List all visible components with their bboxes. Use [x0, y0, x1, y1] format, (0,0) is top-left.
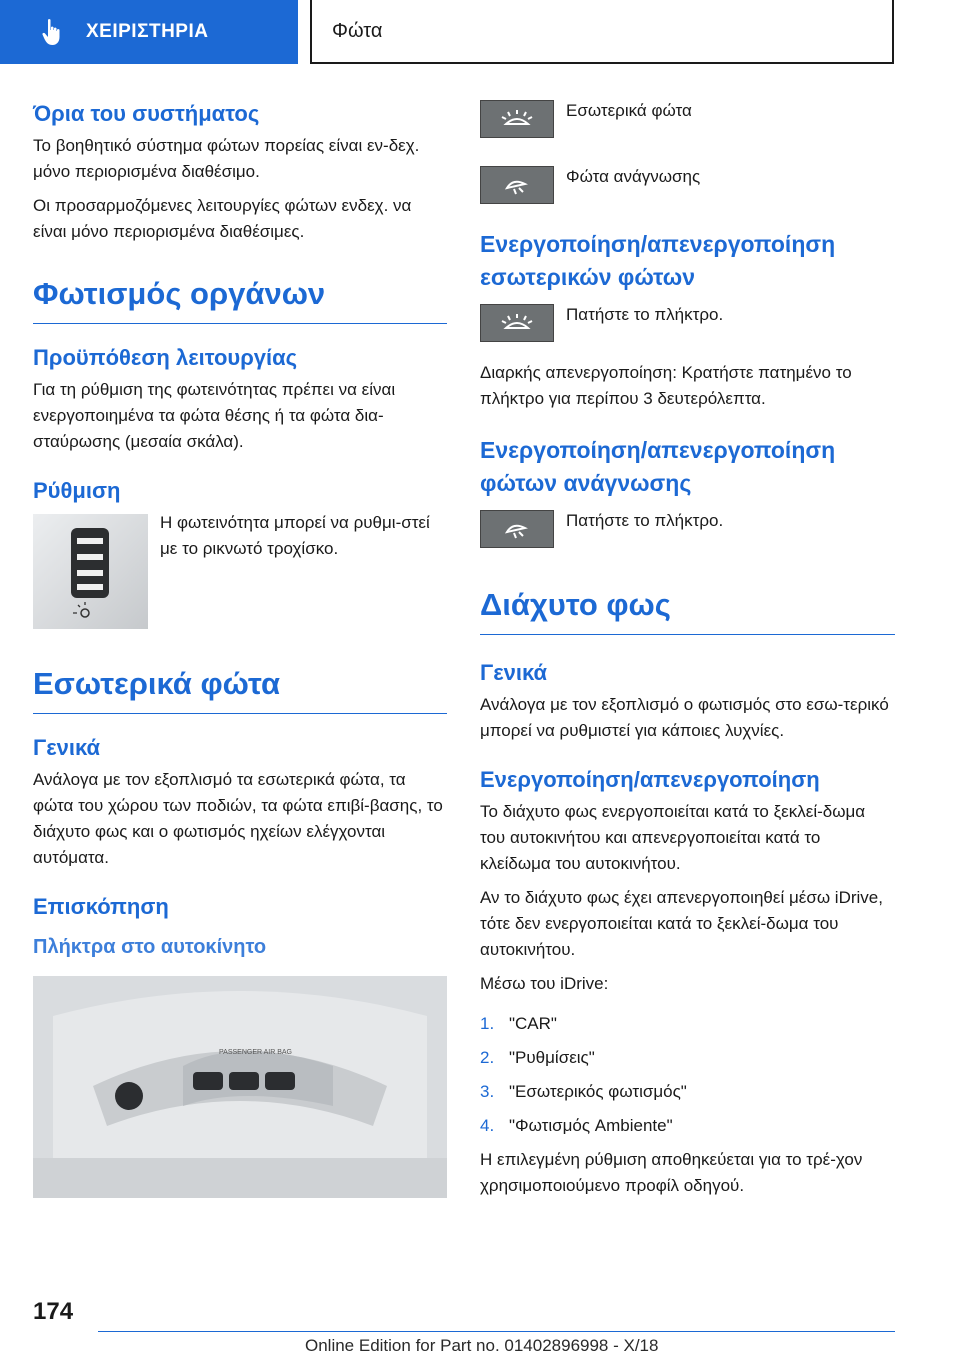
adjust-row — [33, 514, 447, 629]
list-item: 4. "Φωτισμός Ambiente" — [480, 1116, 673, 1135]
overhead-console-image — [33, 976, 447, 1198]
list-item: 1. "CAR" — [480, 1014, 557, 1033]
list-item: 3. "Εσωτερικός φωτισμός" — [480, 1082, 687, 1101]
left-column — [33, 100, 447, 1198]
limits-text-2: Οι προσαρμοζόμενες λειτουργίες φώτων ενδεχ. να είναι μόνο περιορισμένα διαθέσιμες. — [33, 196, 412, 241]
thumbwheel-image — [33, 514, 148, 629]
interior-light-icon — [497, 312, 537, 334]
page-number: 174 — [33, 1298, 74, 1325]
reading-light-button[interactable] — [480, 166, 554, 204]
ambient-light-heading: Διάχυτο φως — [480, 586, 895, 635]
idrive-steps — [480, 1011, 895, 1139]
saved-profile-text: Η επιλεγμένη ρύθμιση αποθηκεύεται για το τρέ-χον χρησιμοποιούμενο προφίλ οδηγού. — [480, 1150, 863, 1195]
chapter-title: Φώτα — [310, 0, 894, 64]
interior-general-text: Ανάλογα με τον εξοπλισμό τα εσωτερικά φώτα, τα φώτα του χώρου των ποδιών, τα φώτα επιβί-βασης, το διάχυτο φως και ο φωτισμός ηχείων ελέγχονται αυτόματα. — [33, 770, 443, 867]
ambient-general-heading: Γενικά — [480, 660, 548, 685]
limits-heading: Όρια του συστήματος — [33, 101, 260, 126]
reading-light-button-2[interactable] — [480, 510, 554, 548]
reading-light-label: Φώτα ανάγνωσης — [566, 167, 701, 186]
press-button-text-1: Πατήστε το πλήκτρο. — [566, 305, 724, 324]
air-bag-label: PASSENGER AIR BAG — [219, 1049, 293, 1056]
page-header — [0, 0, 960, 66]
interior-onoff-heading: Ενεργοποίηση/απενεργοποίηση εσωτερικών φώτων — [480, 231, 836, 290]
adjust-heading: Ρύθμιση — [33, 478, 121, 503]
overview-heading: Επισκόπηση — [33, 894, 169, 919]
buttons-heading: Πλήκτρα στο αυτοκίνητο — [33, 936, 267, 958]
section-label: ΧΕΙΡΙΣΤΗΡΙΑ — [86, 21, 209, 42]
interior-lights-heading: Εσωτερικά φώτα — [33, 665, 447, 714]
interior-general-heading: Γενικά — [33, 735, 101, 760]
reading-light-icon — [497, 518, 537, 540]
instrument-lighting-heading: Φωτισμός οργάνων — [33, 275, 447, 324]
overhead-console-photo — [33, 976, 447, 1198]
hand-pointer-icon — [40, 18, 66, 46]
reading-onoff-heading: Ενεργοποίηση/απενεργοποίηση φώτων ανάγνωσης — [480, 437, 836, 496]
interior-light-icon — [497, 108, 537, 130]
press-key-row-2 — [480, 510, 895, 548]
limits-text-1: Το βοηθητικό σύστημα φώτων πορείας είναι εν-δεχ. μόνο περιορισμένα διαθέσιμο. — [33, 136, 420, 181]
permanent-off-text: Διαρκής απενεργοποίηση: Κρατήστε πατημένο το πλήκτρο για περίπου 3 δευτερόλεπτα. — [480, 363, 852, 408]
via-idrive-text: Μέσω του iDrive: — [480, 974, 609, 993]
section-tab[interactable] — [0, 0, 298, 64]
ambient-onoff-heading: Ενεργοποίηση/απενεργοποίηση — [480, 767, 820, 792]
reading-light-key-row — [480, 166, 895, 204]
ambient-onoff-text-2: Αν το διάχυτο φως έχει απενεργοποιηθεί μέσω iDrive, τότε δεν ενεργοποιείται κατά το ξεκλεί-δωμα του αυτοκινήτου. — [480, 888, 883, 959]
press-button-text-2: Πατήστε το πλήκτρο. — [566, 511, 724, 530]
precondition-text: Για τη ρύθμιση της φωτεινότητας πρέπει να είναι ενεργοποιημένα τα φώτα θέσης ή τα φώτα δια-σταύρωσης (μεσαία σκάλα). — [33, 380, 396, 451]
press-key-row-1 — [480, 304, 895, 342]
list-item: 2. "Ρυθμίσεις" — [480, 1048, 595, 1067]
ambient-general-text: Ανάλογα με τον εξοπλισμό ο φωτισμός στο εσω-τερικό μπορεί να ρυθμιστεί για κάποιες λυχνίες. — [480, 695, 889, 740]
footer-divider — [98, 1331, 895, 1332]
thumbwheel-icon — [33, 514, 148, 629]
right-column — [480, 100, 895, 1207]
precondition-heading: Προϋπόθεση λειτουργίας — [33, 345, 298, 370]
interior-light-label: Εσωτερικά φώτα — [566, 101, 692, 120]
interior-light-button-2[interactable] — [480, 304, 554, 342]
interior-light-key-row — [480, 100, 895, 138]
interior-light-button[interactable] — [480, 100, 554, 138]
ambient-onoff-text-1: Το διάχυτο φως ενεργοποιείται κατά το ξεκλεί-δωμα του αυτοκινήτου και απενεργοποιείται κατά το κλείδωμα του αυτοκινήτου. — [480, 802, 866, 873]
reading-light-icon — [497, 174, 537, 196]
adjust-text: Η φωτεινότητα μπορεί να ρυθμι-στεί με το ρικνωτό τροχίσκο. — [160, 513, 430, 558]
edition-text: Online Edition for Part no. 01402896998 - X/18 — [305, 1336, 659, 1355]
page-footer — [0, 1298, 960, 1362]
